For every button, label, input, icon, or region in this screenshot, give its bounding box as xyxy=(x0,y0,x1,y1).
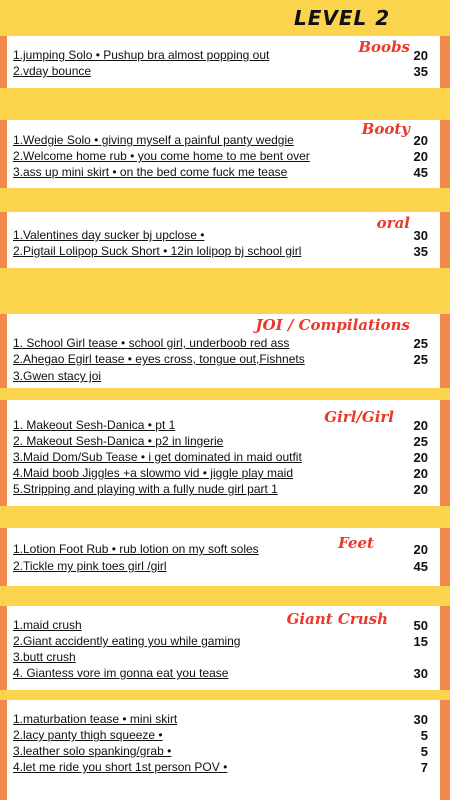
left-accent-bar xyxy=(0,528,7,586)
right-accent-bar xyxy=(440,400,450,506)
item-label: 2.lacy panty thigh squeeze • xyxy=(13,728,163,742)
level-title: LEVEL 2 xyxy=(294,6,391,30)
menu-item[interactable] xyxy=(13,450,436,464)
item-price: 35 xyxy=(413,244,428,259)
menu-item[interactable] xyxy=(13,712,436,726)
item-price: 15 xyxy=(413,634,428,649)
item-label: 4. Giantess vore im gonna eat you tease xyxy=(13,666,229,680)
item-price: 5 xyxy=(420,728,428,743)
right-accent-bar xyxy=(440,314,450,388)
section-girl-girl xyxy=(0,400,450,506)
item-label: 1.Lotion Foot Rub • rub lotion on my soft soles xyxy=(13,542,259,556)
right-accent-bar xyxy=(440,700,450,800)
section-title: Feet xyxy=(338,534,374,552)
item-price: 20 xyxy=(413,482,428,497)
item-label: 1.jumping Solo • Pushup bra almost popping out xyxy=(13,48,270,62)
menu-item[interactable] xyxy=(13,466,436,480)
left-accent-bar xyxy=(0,400,7,506)
left-accent-bar xyxy=(0,700,7,800)
section-misc xyxy=(0,700,450,800)
right-accent-bar xyxy=(440,606,450,690)
item-price: 35 xyxy=(413,64,428,79)
section-title: JOI / Compilations xyxy=(255,316,410,334)
menu-item[interactable] xyxy=(13,482,436,496)
menu-item[interactable] xyxy=(13,666,436,680)
menu-item[interactable] xyxy=(13,650,436,664)
item-label: 2.vday bounce xyxy=(13,64,92,78)
item-label: 4.let me ride you short 1st person POV • xyxy=(13,760,228,774)
menu-item[interactable] xyxy=(13,434,436,448)
item-price: 20 xyxy=(413,542,428,557)
item-label: 3.Maid Dom/Sub Tease • i get dominated in maid outfit xyxy=(13,450,302,464)
left-accent-bar xyxy=(0,120,7,188)
item-label: 2. Makeout Sesh-Danica • p2 in lingerie xyxy=(13,434,224,448)
menu-item[interactable] xyxy=(13,559,436,573)
menu-item[interactable] xyxy=(13,369,436,383)
menu-item[interactable] xyxy=(13,728,436,742)
menu-item[interactable] xyxy=(13,133,436,147)
item-price: 5 xyxy=(420,744,428,759)
section-giant-crush xyxy=(0,606,450,690)
item-price: 25 xyxy=(413,352,428,367)
section-boobs xyxy=(0,36,450,88)
menu-item[interactable] xyxy=(13,542,436,556)
menu-item[interactable] xyxy=(13,336,436,350)
item-price: 25 xyxy=(413,434,428,449)
menu-item[interactable] xyxy=(13,48,436,62)
item-label: 1.Valentines day sucker bj upclose • xyxy=(13,228,205,242)
item-label: 3.butt crush xyxy=(13,650,76,664)
item-label: 2.Ahegao Egirl tease • eyes cross, tongue out,Fishnets xyxy=(13,352,305,366)
menu-item[interactable] xyxy=(13,165,436,179)
section-oral xyxy=(0,212,450,268)
section-title: Booty xyxy=(361,120,410,138)
item-price: 45 xyxy=(413,559,428,574)
item-label: 1.maturbation tease • mini skirt xyxy=(13,712,178,726)
right-accent-bar xyxy=(440,212,450,268)
item-label: 2.Tickle my pink toes girl /girl xyxy=(13,559,167,573)
right-accent-bar xyxy=(440,36,450,88)
menu-item[interactable] xyxy=(13,149,436,163)
section-booty xyxy=(0,120,450,188)
item-label: 1.Wedgie Solo • giving myself a painful panty wedgie xyxy=(13,133,294,147)
right-accent-bar xyxy=(440,528,450,586)
menu-item[interactable] xyxy=(13,244,436,258)
item-price: 7 xyxy=(420,760,428,775)
menu-item[interactable] xyxy=(13,228,436,242)
item-price: 20 xyxy=(413,48,428,63)
item-label: 3.Gwen stacy joi xyxy=(13,369,102,383)
section-title: Girl/Girl xyxy=(324,408,394,426)
item-label: 2.Giant accidently eating you while gaming xyxy=(13,634,241,648)
item-label: 4.Maid boob Jiggles +a slowmo vid • jiggle play maid xyxy=(13,466,294,480)
item-label: 2.Welcome home rub • you come home to me bent over xyxy=(13,149,310,163)
item-price: 30 xyxy=(413,666,428,681)
item-label: 3.leather solo spanking/grab • xyxy=(13,744,172,758)
menu-item[interactable] xyxy=(13,418,436,432)
menu-item[interactable] xyxy=(13,760,436,774)
item-label: 3.ass up mini skirt • on the bed come fuck me tease xyxy=(13,165,288,179)
item-price: 20 xyxy=(413,450,428,465)
item-price: 30 xyxy=(413,228,428,243)
item-price: 20 xyxy=(413,418,428,433)
section-title: Giant Crush xyxy=(286,610,388,628)
menu-item[interactable] xyxy=(13,744,436,758)
item-label: 1.maid crush xyxy=(13,618,82,632)
item-label: 5.Stripping and playing with a fully nude girl part 1 xyxy=(13,482,278,496)
right-accent-bar xyxy=(440,120,450,188)
item-price: 30 xyxy=(413,712,428,727)
menu-item[interactable] xyxy=(13,618,436,632)
item-label: 1. Makeout Sesh-Danica • pt 1 xyxy=(13,418,176,432)
section-feet xyxy=(0,528,450,586)
item-price: 45 xyxy=(413,165,428,180)
item-price: 20 xyxy=(413,133,428,148)
item-label: 2.Pigtail Lolipop Suck Short • 12in lolipop bj school girl xyxy=(13,244,302,258)
menu-item[interactable] xyxy=(13,634,436,648)
item-price: 20 xyxy=(413,466,428,481)
section-title: oral xyxy=(376,214,410,232)
section-joi-compilations xyxy=(0,314,450,388)
item-price: 50 xyxy=(413,618,428,633)
menu-item[interactable] xyxy=(13,64,436,78)
left-accent-bar xyxy=(0,36,7,88)
left-accent-bar xyxy=(0,212,7,268)
item-label: 1. School Girl tease • school girl, underboob red ass xyxy=(13,336,290,350)
section-panel xyxy=(7,528,440,586)
section-title: Boobs xyxy=(358,38,410,56)
menu-item[interactable] xyxy=(13,352,436,366)
item-price: 25 xyxy=(413,336,428,351)
item-price: 20 xyxy=(413,149,428,164)
left-accent-bar xyxy=(0,606,7,690)
left-accent-bar xyxy=(0,314,7,388)
